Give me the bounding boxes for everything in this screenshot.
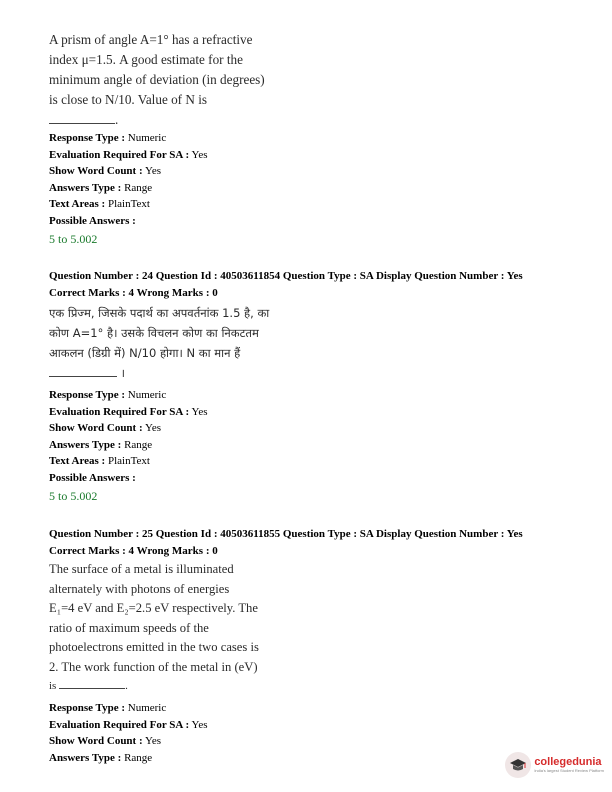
q23-line: minimum angle of deviation (in degrees) [49, 72, 265, 87]
q24-meta [49, 387, 208, 505]
q24-blank: । [49, 363, 319, 383]
response-type-label: Response Type : [49, 389, 125, 401]
evaluation-value: Yes [191, 405, 208, 418]
evaluation-value: Yes [191, 148, 208, 161]
response-type-value: Numeric [127, 132, 167, 144]
evaluation-label: Evaluation Required For SA : [49, 148, 190, 161]
q25-question-text [49, 560, 299, 697]
word-count-value: Yes [144, 735, 161, 747]
q23-line: A prism of angle A=1° has a refractive [49, 32, 253, 47]
text-areas-label: Text Areas : [49, 455, 106, 467]
graduation-cap-icon [505, 752, 531, 778]
response-type-label: Response Type : [49, 132, 125, 144]
logo-brand: collegedunia [534, 755, 602, 768]
text-areas-value: PlainText [107, 198, 150, 210]
q23-meta [49, 130, 208, 248]
q25-header: Question Number : 25 Question Id : 40503611855 Question Type : SA Display Question Number : Yes [49, 528, 523, 540]
q25-blank: is . [49, 680, 128, 692]
q24-line: एक प्रिज्म, जिसके पदार्थ का अपवर्तनांक 1.5 है, का [49, 306, 270, 320]
q23-line: index μ=1.5. A good estimate for the [49, 52, 243, 67]
response-type-value: Numeric [127, 389, 167, 401]
q25-line: photoelectrons emitted in the two cases is [49, 640, 259, 654]
evaluation-label: Evaluation Required For SA : [49, 405, 190, 418]
collegedunia-logo [505, 752, 604, 778]
text-areas-value: PlainText [107, 455, 150, 467]
q24-marks: Correct Marks : 4 Wrong Marks : 0 [49, 286, 218, 299]
q24-line: कोण A=1° है। उसके विचलन कोण का निकटतम [49, 326, 259, 340]
word-count-value: Yes [144, 422, 161, 434]
evaluation-label: Evaluation Required For SA : [49, 718, 190, 731]
q24-question-text [49, 303, 319, 383]
text-areas-label: Text Areas : [49, 198, 106, 210]
q25-line: ratio of maximum speeds of the [49, 620, 209, 635]
answers-type-value: Range [124, 438, 153, 451]
q24-header-block [49, 268, 523, 301]
q25-header-block [49, 526, 523, 559]
q24-line: आकलन (डिग्री में) N/10 होगा। N का मान हैं [49, 346, 241, 360]
q25-line: The surface of a metal is illuminated [49, 562, 234, 576]
answers-type-label: Answers Type : [49, 751, 122, 764]
q25-marks: Correct Marks : 4 Wrong Marks : 0 [49, 544, 218, 557]
word-count-value: Yes [144, 165, 161, 177]
possible-answers-label: Possible Answers : [49, 214, 136, 227]
response-type-value: Numeric [127, 702, 167, 714]
answers-type-label: Answers Type : [49, 438, 122, 451]
q25-line: E₁=4 eV and E₂=2.5 eV respectively. The [49, 601, 258, 615]
word-count-label: Show Word Count : [49, 165, 143, 177]
possible-answer-value: 5 to 5.002 [49, 232, 98, 246]
word-count-label: Show Word Count : [49, 735, 143, 747]
answers-type-label: Answers Type : [49, 181, 122, 194]
q25-meta [49, 700, 208, 766]
q23-line: is close to N/10. Value of N is [49, 92, 207, 107]
word-count-label: Show Word Count : [49, 422, 143, 434]
response-type-label: Response Type : [49, 702, 125, 714]
possible-answers-label: Possible Answers : [49, 471, 136, 484]
evaluation-value: Yes [191, 718, 208, 731]
q24-header: Question Number : 24 Question Id : 40503611854 Question Type : SA Display Question Number : Yes [49, 270, 523, 282]
answers-type-value: Range [124, 181, 153, 194]
answers-type-value: Range [124, 751, 153, 764]
q25-line: alternately with photons of energies [49, 581, 230, 596]
logo-tagline: India's largest Student Review Platform [534, 767, 604, 773]
q23-question-text [49, 30, 349, 130]
q23-blank: . [49, 110, 349, 130]
possible-answer-value: 5 to 5.002 [49, 489, 98, 503]
q25-line: 2. The work function of the metal in (eV) [49, 659, 258, 674]
